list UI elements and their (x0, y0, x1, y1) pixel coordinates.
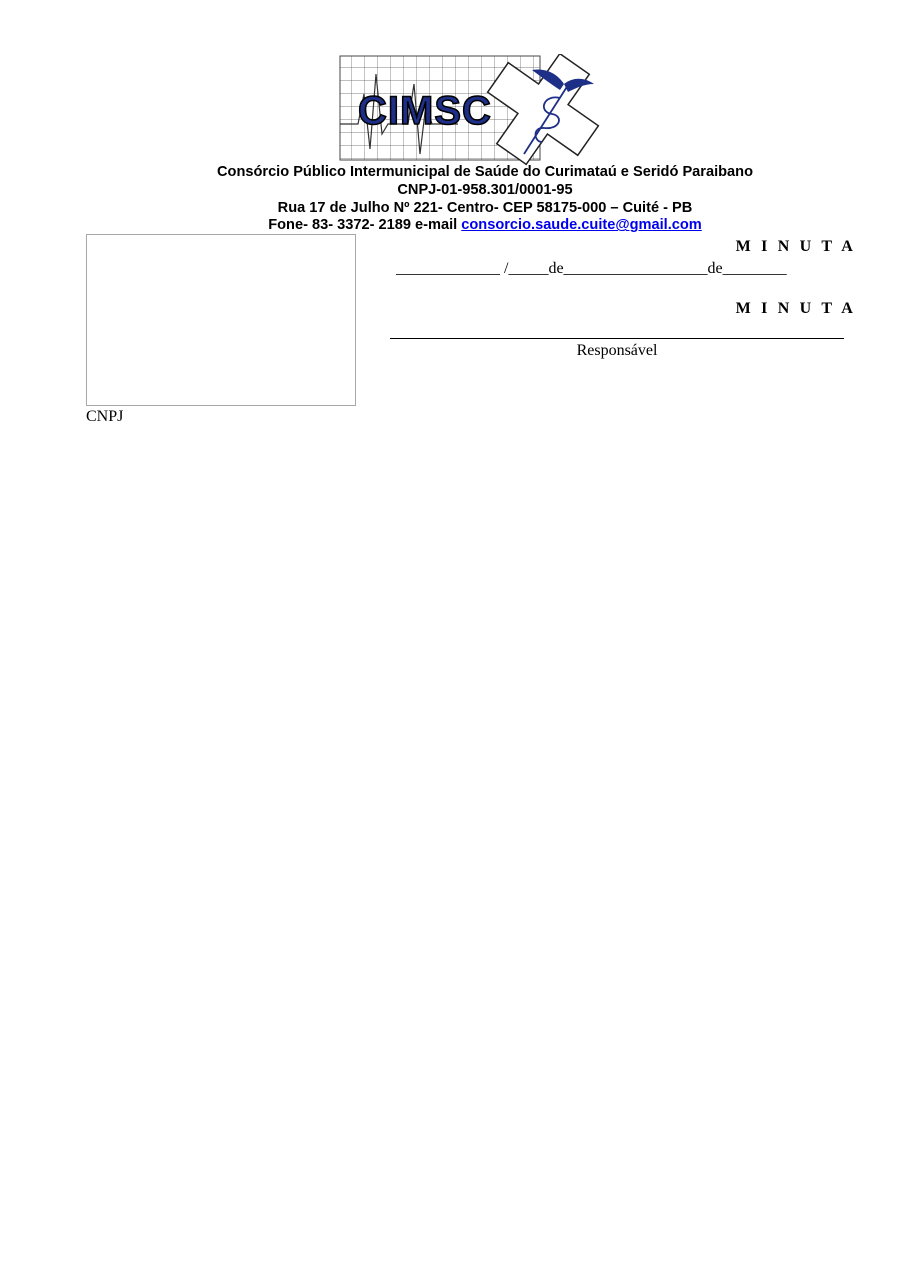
letterhead (0, 164, 900, 235)
org-address: Rua 17 de Julho Nº 221- Centro- CEP 58175-000 – Cuité - PB (277, 199, 693, 216)
org-cnpj: CNPJ-01-958.301/0001-95 (397, 181, 573, 198)
signature-line (390, 338, 844, 339)
contact-line (0, 217, 900, 235)
email-link[interactable]: consorcio.saude.cuite@gmail.com (461, 217, 702, 234)
cimsc-logo (338, 54, 608, 166)
date-line: _____________ /_____de__________________de________ (396, 260, 787, 277)
signature-label: Responsável (576, 342, 658, 359)
phone-email-prefix: Fone- 83- 3372- 2189 e-mail (268, 217, 462, 234)
stamp-box (86, 234, 356, 406)
minuta-heading-bottom: M I N U T A (735, 300, 856, 317)
org-name: Consórcio Público Intermunicipal de Saúde do Curimataú e Seridó Paraibano (216, 164, 753, 180)
minuta-heading-top: M I N U T A (735, 238, 856, 255)
logo-text: CIMSC (358, 89, 492, 133)
cnpj-label: CNPJ (86, 408, 124, 425)
